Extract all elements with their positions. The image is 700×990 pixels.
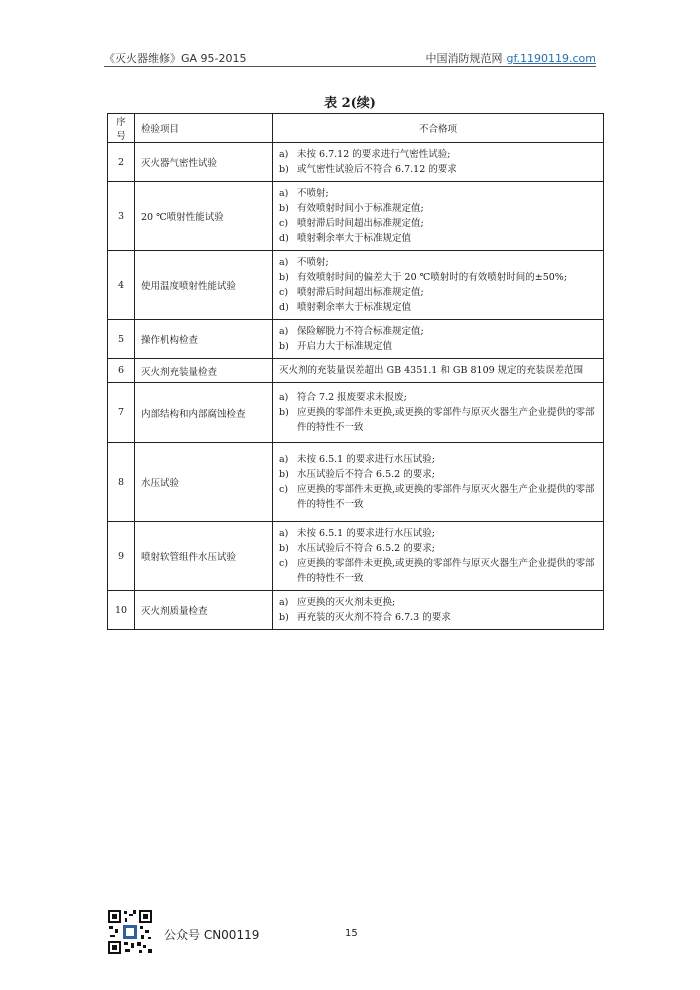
criterion-text: 符合 7.2 报废要求未报废; xyxy=(297,392,407,403)
criterion-text: 不喷射; xyxy=(297,257,329,268)
criterion-marker: a) xyxy=(279,326,289,337)
criterion-marker: b) xyxy=(279,612,289,623)
criterion-line xyxy=(279,526,597,541)
criterion-line xyxy=(279,482,597,512)
header-no: 序号 xyxy=(108,114,135,143)
criterion-line xyxy=(279,255,597,270)
table-row xyxy=(108,383,604,443)
criterion-marker: a) xyxy=(279,597,289,608)
criterion-line xyxy=(279,270,597,285)
inspection-item: 使用温度喷射性能试验 xyxy=(135,251,273,320)
criterion-line xyxy=(279,162,597,177)
criterion-marker: d) xyxy=(279,233,289,244)
criterion-line xyxy=(279,285,597,300)
table-row xyxy=(108,320,604,359)
nonconformity-cell xyxy=(273,359,604,383)
criterion-marker: c) xyxy=(279,287,289,298)
table-body xyxy=(108,143,604,630)
criterion-line xyxy=(279,324,597,339)
nonconformity-cell xyxy=(273,182,604,251)
criterion-text: 开启力大于标准规定值 xyxy=(297,341,393,352)
criterion-marker: b) xyxy=(279,469,289,480)
criterion-marker: a) xyxy=(279,454,289,465)
criterion-marker: a) xyxy=(279,149,289,160)
criterion-marker: b) xyxy=(279,407,289,418)
row-number: 2 xyxy=(108,143,135,182)
criterion-text: 应更换的零部件未更换,或更换的零部件与原灭火器生产企业提供的零部件的特性不一致 xyxy=(297,558,595,584)
criterion-text: 未按 6.7.12 的要求进行气密性试验; xyxy=(297,149,451,160)
page-number: 15 xyxy=(345,928,358,939)
qr-code-icon xyxy=(107,909,153,955)
criterion-marker: a) xyxy=(279,257,289,268)
nonconformity-cell xyxy=(273,320,604,359)
row-number: 3 xyxy=(108,182,135,251)
criterion-line xyxy=(279,300,597,315)
criterion-text: 有效喷射时间小于标准规定值; xyxy=(297,203,424,214)
criterion-text: 喷射滞后时间超出标准规定值; xyxy=(297,218,424,229)
table-row xyxy=(108,359,604,383)
criterion-marker: c) xyxy=(279,218,289,229)
table-row xyxy=(108,522,604,591)
criterion-line xyxy=(279,147,597,162)
row-number: 9 xyxy=(108,522,135,591)
nonconformity-cell xyxy=(273,143,604,182)
criterion-marker: c) xyxy=(279,558,289,569)
nonconformity-cell xyxy=(273,591,604,630)
criterion-line xyxy=(279,339,597,354)
criterion-text: 灭火剂的充装量误差超出 GB 4351.1 和 GB 8109 规定的充装误差范围 xyxy=(279,365,584,376)
criterion-line xyxy=(279,405,597,435)
criterion-line xyxy=(279,467,597,482)
criterion-marker: b) xyxy=(279,164,289,175)
criterion-line xyxy=(279,541,597,556)
running-header-site xyxy=(425,50,596,66)
nonconformity-cell xyxy=(273,522,604,591)
inspection-item: 喷射软管组件水压试验 xyxy=(135,522,273,591)
criterion-text: 喷射滞后时间超出标准规定值; xyxy=(297,287,424,298)
criterion-text: 不喷射; xyxy=(297,188,329,199)
criterion-text: 水压试验后不符合 6.5.2 的要求; xyxy=(297,469,435,480)
inspection-item: 灭火剂充装量检查 xyxy=(135,359,273,383)
table-row xyxy=(108,182,604,251)
criterion-text: 或气密性试验后不符合 6.7.12 的要求 xyxy=(297,164,457,175)
nonconformity-cell xyxy=(273,383,604,443)
criterion-marker: a) xyxy=(279,188,289,199)
inspection-item: 水压试验 xyxy=(135,443,273,522)
criterion-text: 应更换的灭火剂未更换; xyxy=(297,597,396,608)
criterion-line xyxy=(279,556,597,586)
criterion-line xyxy=(279,201,597,216)
criterion-line xyxy=(279,610,597,625)
criterion-text: 未按 6.5.1 的要求进行水压试验; xyxy=(297,528,435,539)
table-row xyxy=(108,591,604,630)
criterion-marker: b) xyxy=(279,203,289,214)
inspection-item: 操作机构检查 xyxy=(135,320,273,359)
header-criteria: 不合格项 xyxy=(273,114,604,143)
inspection-item: 灭火剂质量检查 xyxy=(135,591,273,630)
row-number: 4 xyxy=(108,251,135,320)
row-number: 7 xyxy=(108,383,135,443)
row-number: 8 xyxy=(108,443,135,522)
criterion-text: 喷射剩余率大于标准规定值 xyxy=(297,233,412,244)
site-name: 中国消防规范网 xyxy=(425,52,503,65)
criterion-text: 再充装的灭火剂不符合 6.7.3 的要求 xyxy=(297,612,451,623)
inspection-item: 灭火器气密性试验 xyxy=(135,143,273,182)
criteria-table xyxy=(107,113,604,630)
criterion-marker: c) xyxy=(279,484,289,495)
table-header-row xyxy=(108,114,604,143)
criterion-text: 应更换的零部件未更换,或更换的零部件与原灭火器生产企业提供的零部件的特性不一致 xyxy=(297,407,595,433)
criterion-text: 有效喷射时间的偏差大于 20 ℃喷射时的有效喷射时间的±50%; xyxy=(297,272,568,283)
criterion-line xyxy=(279,452,597,467)
row-number: 10 xyxy=(108,591,135,630)
criterion-marker: a) xyxy=(279,528,289,539)
criterion-line xyxy=(279,363,597,378)
row-number: 6 xyxy=(108,359,135,383)
inspection-item: 20 ℃喷射性能试验 xyxy=(135,182,273,251)
criterion-marker: d) xyxy=(279,302,289,313)
row-number: 5 xyxy=(108,320,135,359)
nonconformity-cell xyxy=(273,251,604,320)
criterion-marker: a) xyxy=(279,392,289,403)
criterion-text: 应更换的零部件未更换,或更换的零部件与原灭火器生产企业提供的零部件的特性不一致 xyxy=(297,484,595,510)
criterion-line xyxy=(279,216,597,231)
header-item: 检验项目 xyxy=(135,114,273,143)
running-header-title: 《灭火器维修》GA 95-2015 xyxy=(104,52,247,65)
table-row xyxy=(108,143,604,182)
criterion-marker: b) xyxy=(279,272,289,283)
table-row xyxy=(108,443,604,522)
table-row xyxy=(108,251,604,320)
criterion-marker: b) xyxy=(279,341,289,352)
site-link[interactable]: gf.1190119.com xyxy=(506,52,596,65)
criterion-text: 保险解脱力不符合标准规定值; xyxy=(297,326,424,337)
inspection-item: 内部结构和内部腐蚀检查 xyxy=(135,383,273,443)
criterion-marker: b) xyxy=(279,543,289,554)
criterion-line xyxy=(279,390,597,405)
nonconformity-cell xyxy=(273,443,604,522)
criterion-text: 未按 6.5.1 的要求进行水压试验; xyxy=(297,454,435,465)
criterion-text: 喷射剩余率大于标准规定值 xyxy=(297,302,412,313)
criterion-line xyxy=(279,595,597,610)
criterion-line xyxy=(279,186,597,201)
header-rule xyxy=(104,66,596,67)
criterion-line xyxy=(279,231,597,246)
table-title: 表 2(续) xyxy=(324,96,376,111)
criterion-text: 水压试验后不符合 6.5.2 的要求; xyxy=(297,543,435,554)
footer-account: 公众号 CN00119 xyxy=(164,928,260,942)
